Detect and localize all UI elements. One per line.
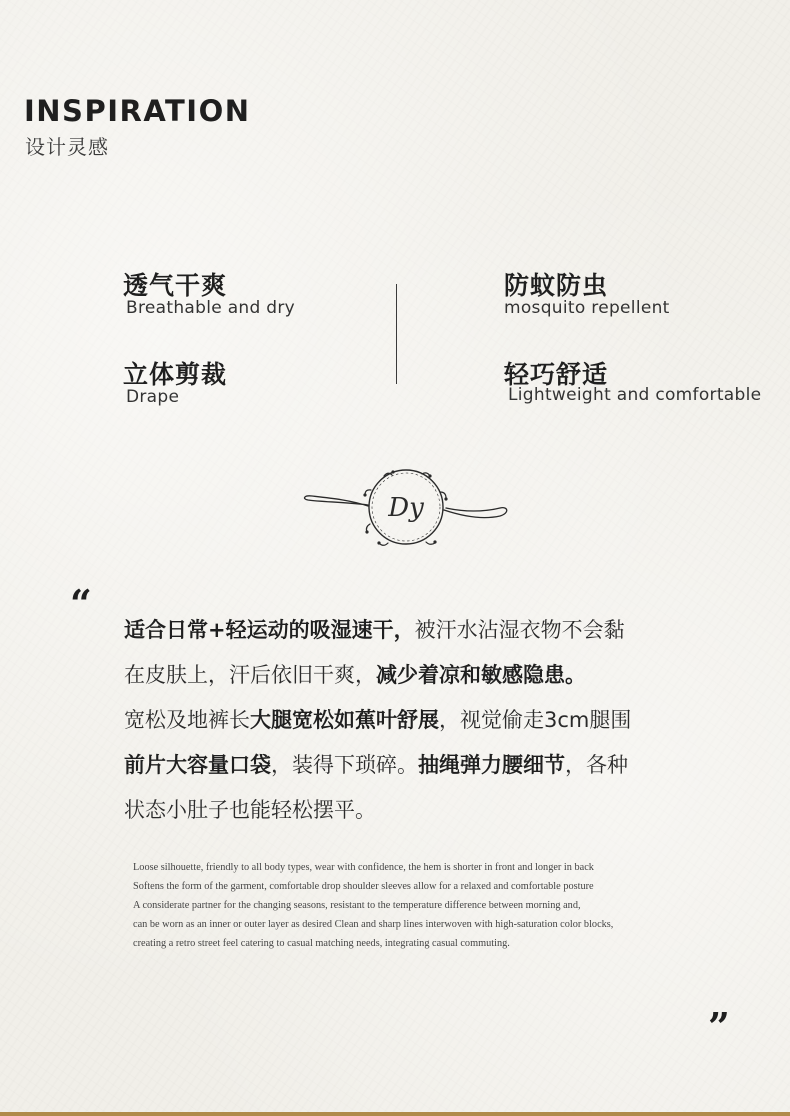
body-text: 在皮肤上，汗后依旧干爽，	[124, 663, 376, 687]
description-zh	[124, 608, 724, 833]
body-text: ，装得下琐碎。	[271, 753, 418, 777]
logo-monogram: Dy	[388, 493, 424, 523]
feature-caption-breathable: Breathable and dry	[126, 298, 296, 318]
bottom-accent-bar	[0, 1112, 790, 1116]
description-zh-line	[124, 788, 724, 833]
emphasis-text: 减少着凉和敏感隐患。	[376, 663, 586, 687]
description-en-line: can be worn as an inner or outer layer as desired Clean and sharp lines interwoven with high-saturation color blocks,	[133, 919, 614, 930]
section-subtitle: 设计灵感	[25, 135, 109, 159]
close-quote-mark: ”	[708, 1004, 730, 1049]
description-en-line: creating a retro street feel catering to casual matching needs, integrating casual commuting.	[133, 938, 510, 949]
section-title: INSPIRATION	[24, 94, 251, 128]
feature-title-breathable: 透气干爽	[123, 271, 228, 300]
body-text: ，视觉偷走3cm腿围	[439, 708, 632, 732]
feature-title-drape: 立体剪裁	[123, 360, 228, 389]
feature-title-mosquito: 防蚊防虫	[504, 271, 609, 300]
brand-logo	[300, 462, 512, 554]
description-zh-line	[124, 698, 724, 743]
feature-title-lightweight: 轻巧舒适	[504, 360, 609, 389]
description-en	[133, 858, 693, 953]
feature-divider	[396, 284, 397, 384]
feature-caption-mosquito: mosquito repellent	[504, 298, 670, 318]
open-quote-mark: “	[70, 581, 92, 626]
description-zh-line	[124, 608, 724, 653]
description-zh-line	[124, 743, 724, 788]
emphasis-text: 大腿宽松如蕉叶舒展	[250, 708, 439, 732]
emphasis-text: 抽绳弹力腰细节	[418, 753, 565, 777]
emphasis-text: 适合日常+轻运动的吸湿速干，	[124, 618, 415, 642]
feature-caption-lightweight: Lightweight and comfortable	[508, 385, 762, 405]
description-zh-line	[124, 653, 724, 698]
description-en-line: A considerate partner for the changing seasons, resistant to the temperature difference between morning and,	[133, 900, 581, 911]
emphasis-text: 前片大容量口袋	[124, 753, 271, 777]
description-en-line: Softens the form of the garment, comfortable drop shoulder sleeves allow for a relaxed and comfortable posture	[133, 881, 594, 892]
body-text: 被汗水沾湿衣物不会黏	[414, 618, 625, 642]
description-en-line: Loose silhouette, friendly to all body types, wear with confidence, the hem is shorter in front and longer in back	[133, 862, 594, 873]
feature-caption-drape: Drape	[126, 387, 180, 407]
body-text: 状态小肚子也能轻松摆平。	[124, 798, 376, 822]
body-text: 宽松及地裤长	[124, 708, 250, 732]
body-text: ，各种	[565, 753, 628, 777]
